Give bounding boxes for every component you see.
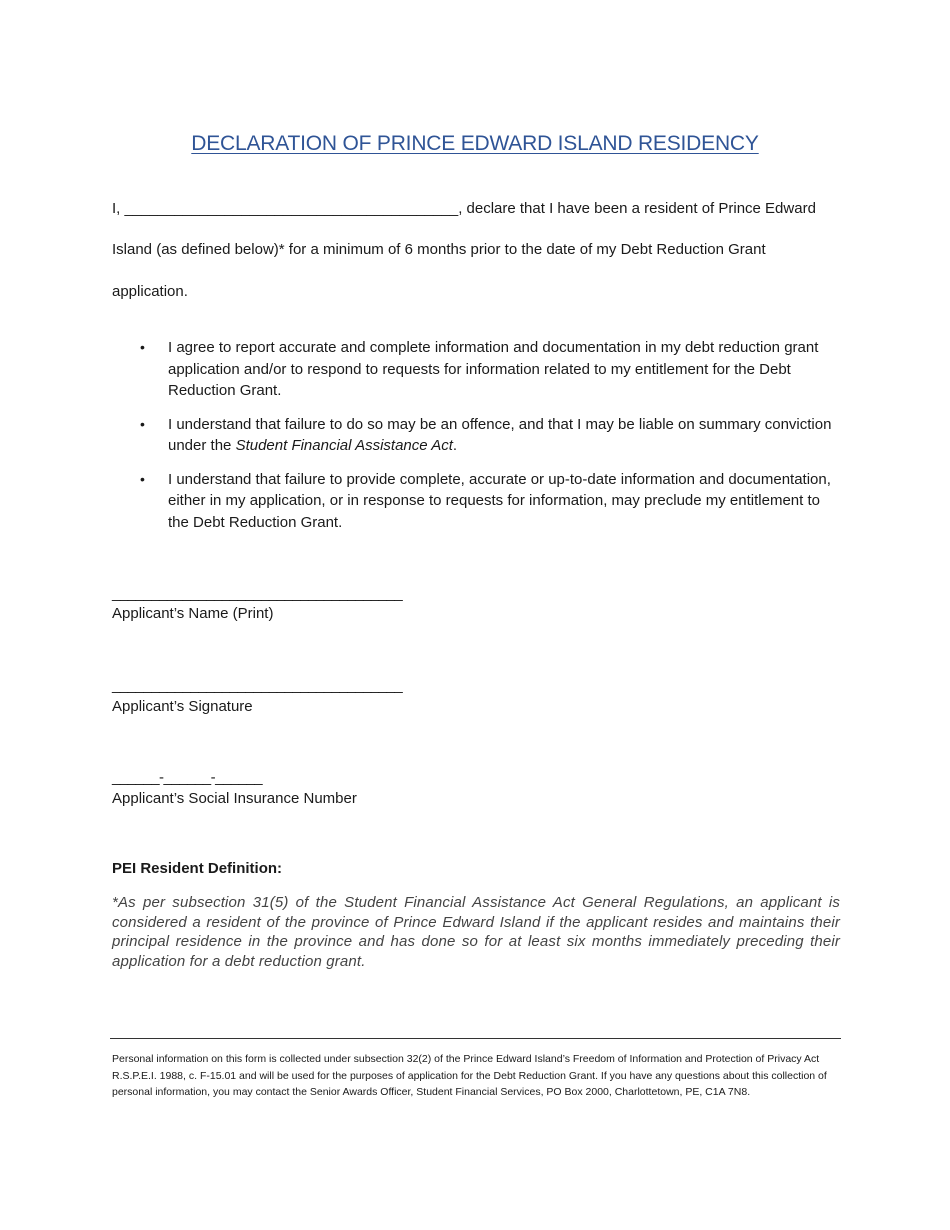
footer-divider — [110, 1038, 841, 1039]
social-insurance-number-label: Applicant’s Social Insurance Number — [112, 790, 357, 807]
act-name: Student Financial Assistance Act — [235, 437, 453, 454]
page-title: DECLARATION OF PRINCE EDWARD ISLAND RESIDENCY — [191, 132, 759, 155]
list-item-text: I understand that failure to provide complete, accurate or up-to-date information and documentation, either in my application, or in response to requests for information, may preclude my entitlement to the Debt Reduction Grant. — [168, 470, 831, 531]
definition-heading: PEI Resident Definition: — [112, 860, 283, 877]
declaration-line-2: Island (as defined below)* for a minimum of 6 months prior to the date of my Debt Reduction Grant — [112, 241, 766, 258]
declaration-line-1: I, ________________________________________, declare that I have been a resident of Prince Edward — [112, 200, 816, 217]
definition-text: *As per subsection 31(5) of the Student Financial Assistance Act General Regulations, an applicant is considered a resident of the province of Prince Edward Island if the applicant resides and maintains their principal residence in the province and has done so for at least six months immediately preceding their application for a debt reduction grant. — [112, 894, 840, 970]
applicant-signature-label: Applicant’s Signature — [112, 698, 253, 715]
agreement-list — [112, 337, 842, 545]
applicant-name-line[interactable]: _____________________________________ — [112, 585, 403, 602]
list-item-text-before: I understand that failure to do so may be an offence, and that I may be liable on summary conviction under the — [168, 415, 832, 454]
list-item-text: I agree to report accurate and complete information and documentation in my debt reduction grant application and/or to respond to requests for information related to my entitlement for the Debt Reduction Grant. — [168, 339, 819, 399]
declaration-line-3: application. — [112, 283, 188, 300]
list-item — [112, 469, 842, 534]
applicant-signature-line[interactable]: _____________________________________ — [112, 677, 403, 694]
list-item — [112, 414, 842, 457]
privacy-footer: Personal information on this form is collected under subsection 32(2) of the Prince Edward Island’s Freedom of Information and Protection of Privacy Act R.S.P.E.I. 1988, c. F-15.01 and will be used for the purposes of application for the Debt Reduction Grant. If you have any questions about this collection of personal information, you may contact the Senior Awards Officer, Student Financial Services, PO Box 2000, Charlottetown, PE, C1A 7N8. — [112, 1053, 827, 1098]
bullet-icon: • — [140, 470, 145, 487]
social-insurance-number-line[interactable]: ______-______-______ — [112, 769, 263, 786]
applicant-name-label: Applicant’s Name (Print) — [112, 605, 274, 622]
list-item — [112, 337, 842, 402]
bullet-icon: • — [140, 415, 145, 432]
bullet-icon: • — [140, 339, 145, 355]
list-item-text — [168, 416, 831, 455]
list-item-text-after: . — [452, 437, 458, 454]
